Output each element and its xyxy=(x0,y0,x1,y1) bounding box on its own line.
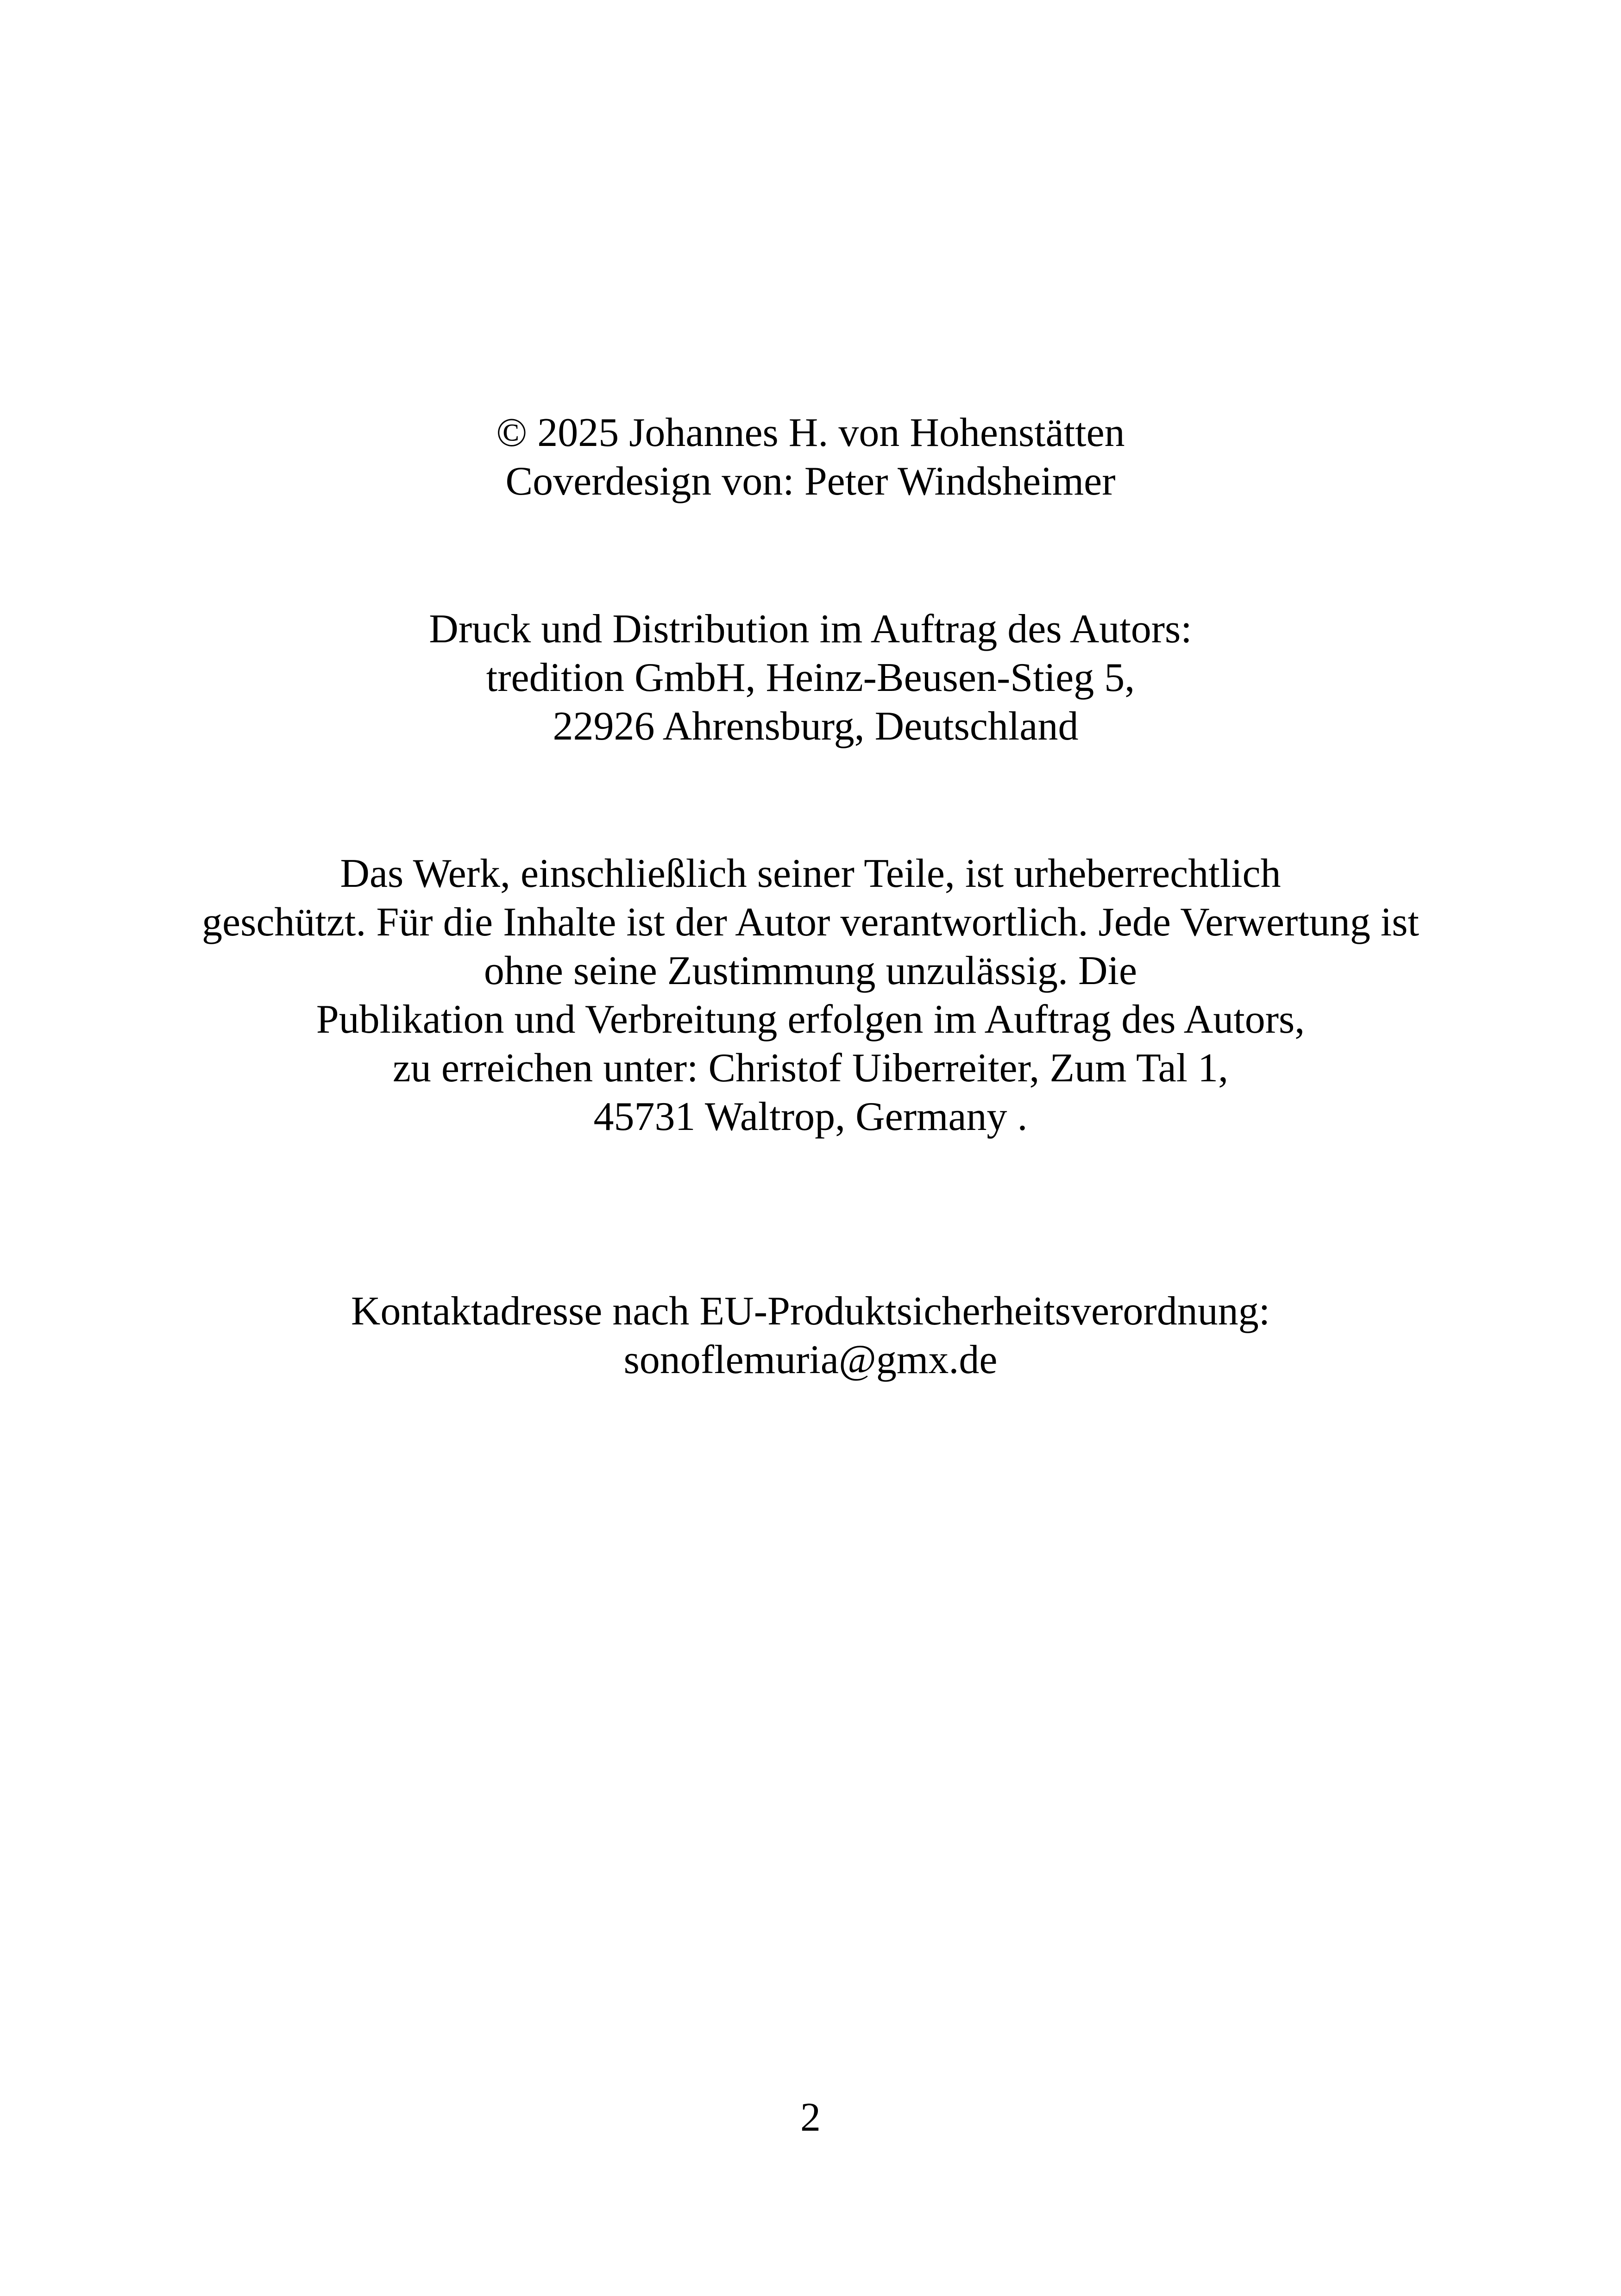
print-distribution-heading: Druck und Distribution im Auftrag des Autors: xyxy=(429,607,1192,652)
contact-email: sonoflemuria@gmx.de xyxy=(623,1337,998,1382)
cover-design-line: Coverdesign von: Peter Windsheimer xyxy=(505,459,1116,504)
rights-notice-line: ohne seine Zustimmung unzulässig. Die xyxy=(484,948,1137,993)
publisher-city-line: 22926 Ahrensburg, Deutschland xyxy=(542,704,1079,749)
rights-notice-line: Publikation und Verbreitung erfolgen im Auftrag des Autors, xyxy=(316,997,1305,1042)
contact-block xyxy=(0,1287,1621,1384)
contact-heading: Kontaktadresse nach EU-Produktsicherheitsverordnung: xyxy=(351,1289,1270,1334)
rights-notice-line: 45731 Waltrop, Germany . xyxy=(593,1094,1028,1139)
rights-notice-line: geschützt. Für die Inhalte ist der Autor verantwortlich. Jede Verwertung ist xyxy=(202,900,1419,945)
rights-notice-line: Das Werk, einschließlich seiner Teile, ist urheberrechtlich xyxy=(340,851,1281,896)
copyright-line: © 2025 Johannes H. von Hohenstätten xyxy=(496,410,1125,455)
copyright-block xyxy=(0,408,1621,506)
print-distribution-block xyxy=(0,605,1621,751)
rights-notice-line: zu erreichen unter: Christof Uiberreiter, Zum Tal 1, xyxy=(392,1046,1229,1091)
publisher-address-line: tredition GmbH, Heinz-Beusen-Stieg 5, xyxy=(486,655,1135,700)
page-number: 2 xyxy=(800,2095,821,2140)
rights-notice-block xyxy=(0,849,1621,1141)
